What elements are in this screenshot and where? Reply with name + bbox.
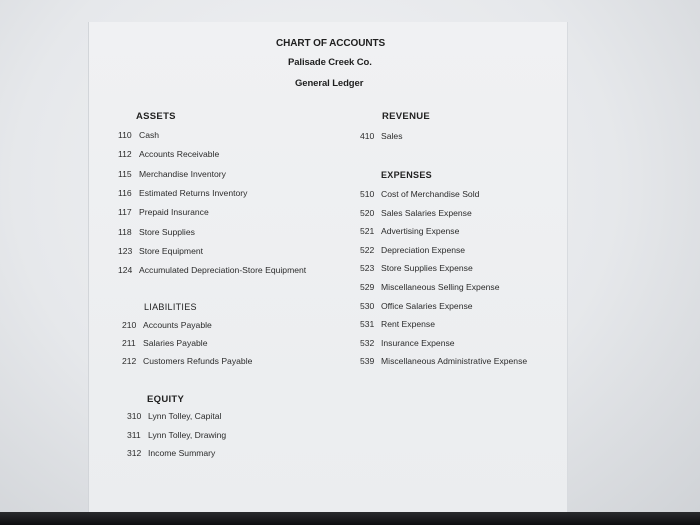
account-row: [360, 319, 435, 330]
account-name: Salaries Payable: [143, 337, 208, 348]
account-name: Advertising Expense: [381, 226, 460, 237]
account-name: Lynn Tolley, Drawing: [148, 429, 227, 440]
account-name: Depreciation Expense: [381, 244, 466, 255]
account-row: [118, 130, 159, 141]
account-number: 532: [360, 337, 375, 348]
account-row: [122, 356, 252, 367]
section-title-liabilities: LIABILITIES: [144, 302, 197, 312]
account-row: [118, 149, 219, 160]
account-name: Store Supplies: [139, 226, 195, 237]
account-name: Store Supplies Expense: [381, 263, 473, 274]
account-number: 123: [118, 245, 133, 256]
section-title-expenses: EXPENSES: [381, 170, 432, 180]
account-row: [360, 208, 472, 219]
account-row: [360, 282, 499, 293]
account-row: [360, 189, 479, 200]
account-name: Customers Refunds Payable: [143, 355, 253, 366]
document-title: CHART OF ACCOUNTS: [276, 38, 386, 49]
account-row: [360, 356, 527, 367]
account-number: 117: [118, 207, 132, 218]
account-name: Insurance Expense: [381, 337, 455, 348]
account-row: [360, 263, 473, 274]
account-number: 115: [118, 168, 132, 179]
account-name: Cash: [139, 130, 160, 140]
account-row: [127, 448, 215, 459]
account-row: [118, 169, 226, 180]
account-number: 520: [360, 207, 375, 218]
account-row: [360, 131, 403, 142]
document-page: [88, 22, 568, 512]
account-row: [122, 320, 212, 331]
account-number: 112: [118, 149, 132, 160]
account-number: 211: [122, 337, 136, 348]
account-number: 310: [127, 411, 142, 421]
account-name: Sales Salaries Expense: [381, 207, 472, 218]
account-number: 510: [360, 189, 375, 199]
section-title-assets: ASSETS: [136, 111, 176, 122]
account-number: 118: [118, 226, 132, 237]
account-name: Accounts Receivable: [139, 149, 220, 160]
account-name: Miscellaneous Administrative Expense: [381, 356, 528, 367]
account-row: [360, 245, 465, 256]
account-number: 110: [118, 130, 132, 140]
account-number: 530: [360, 300, 375, 311]
account-row: [127, 411, 221, 422]
account-name: Rent Expense: [381, 319, 435, 330]
account-row: [360, 338, 455, 349]
account-name: Merchandise Inventory: [139, 168, 226, 179]
account-row: [360, 226, 459, 237]
account-number: 116: [118, 187, 132, 198]
account-name: Store Equipment: [139, 245, 204, 256]
account-name: Accumulated Depreciation-Store Equipment: [139, 265, 307, 276]
account-name: Miscellaneous Selling Expense: [381, 282, 500, 292]
account-name: Sales: [381, 131, 403, 141]
account-name: Income Summary: [148, 448, 216, 458]
account-row: [118, 265, 306, 276]
account-number: 531: [360, 319, 375, 330]
account-number: 410: [360, 131, 375, 141]
ledger-name: General Ledger: [295, 78, 364, 89]
account-row: [118, 227, 195, 238]
account-number: 311: [127, 429, 141, 440]
monitor-bezel: [0, 512, 700, 525]
account-row: [127, 430, 226, 441]
account-row: [118, 188, 247, 199]
account-number: 529: [360, 282, 375, 292]
account-row: [118, 207, 209, 218]
account-number: 212: [122, 355, 137, 366]
account-name: Accounts Payable: [143, 320, 212, 330]
account-number: 522: [360, 244, 375, 255]
account-name: Prepaid Insurance: [139, 207, 209, 218]
account-number: 124: [118, 265, 133, 276]
account-number: 521: [360, 226, 375, 237]
account-number: 210: [122, 320, 137, 330]
account-name: Estimated Returns Inventory: [139, 187, 248, 198]
account-number: 523: [360, 263, 375, 274]
account-row: [360, 301, 473, 312]
company-name: Palisade Creek Co.: [288, 57, 372, 68]
account-row: [118, 246, 203, 257]
account-name: Lynn Tolley, Capital: [148, 411, 222, 421]
account-name: Cost of Merchandise Sold: [381, 189, 480, 199]
section-title-revenue: REVENUE: [382, 111, 431, 122]
account-number: 312: [127, 448, 142, 458]
section-title-equity: EQUITY: [147, 394, 185, 405]
account-row: [122, 338, 208, 349]
account-name: Office Salaries Expense: [381, 300, 473, 311]
account-number: 539: [360, 356, 375, 367]
